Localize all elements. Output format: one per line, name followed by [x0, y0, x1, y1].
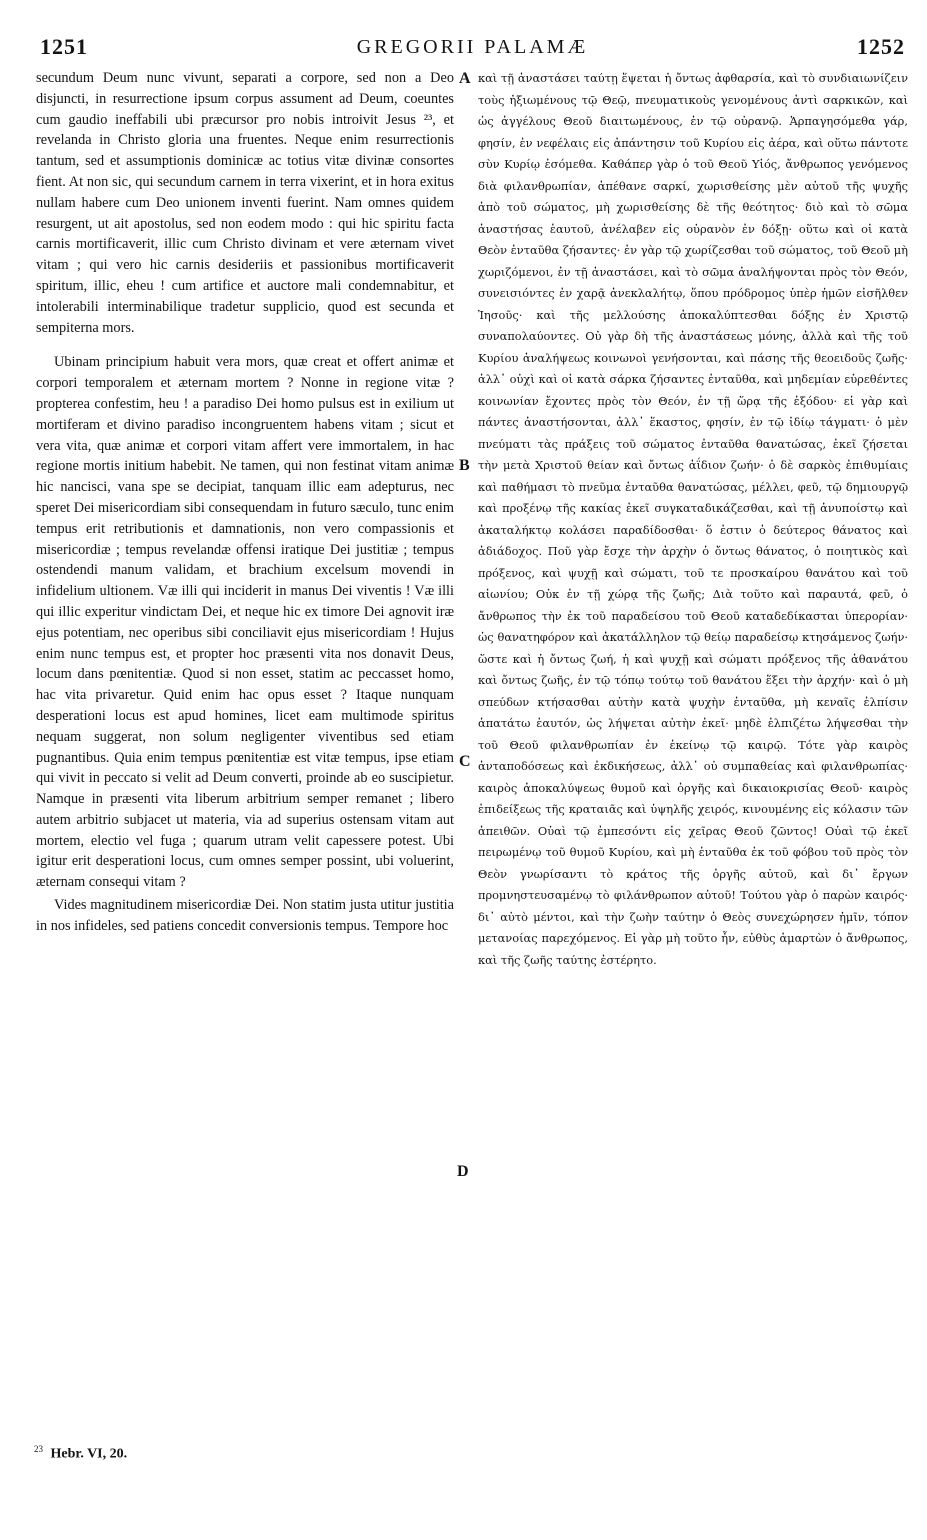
running-title: GREGORII PALAMÆ: [356, 36, 589, 58]
footnote: [34, 1444, 434, 1463]
latin-paragraph-3: Vides magnitudinem misericordiæ Dei. Non statim justa utitur justitia in nos infideles, sed patiens concedit conversionis tempus. Tempore hoc: [36, 897, 454, 934]
margin-marker-d: D: [457, 1163, 469, 1180]
latin-paragraph-1: secundum Deum nunc vivunt, separati a corpore, sed non a Deo disjuncti, in resurrectione ipsum corpus assument ad Deum, coeuntes cum gaudio ineffabili ubi præcursor pro nobis introivit Jesus ²³, et revelanda in Christo gloria una fruentes. Neque enim resurrectionis tantum, sed et assumptionis dominicæ ac totius vitæ divinæ consortes fient. At non sic, qui secundum carnem in terra vixerint, et in hora exitus nullam habere cum Deo unionem inventi fuerint. Nam omnes quidem resurgent, ut ait apostolus, sed non eodem modo : qui hic spiritu facta carnis mortificaverit, illic cum Christo divinam et vere æternam vivet vitam ; qui vero hic carnis desideriis et passionibus mortificaverit spiritum, illic, eheu ! cum artifice et auctore mali condemnabitur, et intolerabili interminabilique tradetur supplicio, quod est secunda et sempiterna mors.: [36, 70, 454, 336]
margin-marker-b: B: [459, 457, 470, 474]
page-header: [40, 34, 905, 64]
page-number-right: 1252: [857, 34, 905, 59]
page-number-left: 1251: [40, 34, 88, 59]
footnote-text: Hebr. VI, 20.: [50, 1446, 128, 1462]
greek-column: [478, 68, 908, 1488]
latin-paragraph-2: Ubinam principium habuit vera mors, quæ creat et offert animæ et corpori temporalem et æternam mortem ? Nonne in regione vitæ ? propterea confestim, heu ! a paradiso Dei homo pulsus est in exilium ut mortiferam et divino paradiso incongruentem habens vitam ; sicut et vera vita, quæ animæ et corpori vitam affert vere immortalem, in hac regione mortis initium habebit. Ne tamen, qui non festinat vitam animæ hic nancisci, vana spe se decipiat, tanquam illic eam adepturus, nec speret Dei misericordiam sibi consequendam in futuro sæculo, tunc enim tempus erit retributionis et damnationis, non vero compassionis et misericordiæ ; tempus revelandæ offensi iratique Dei justitiæ ; tempus ostendendi manum validam, et brachium excelsum movendi in infidelium ultionem. Væ illi qui inciderit in manus Dei viventis ! Væ illi qui illic experitur vindictam Dei, et neque hic ex timore Dei agnovit iræ ejus potentiam, nec operibus sibi conciliavit ejus misericordiam ! Hujus enim nunc tempus est, et propter hoc præsenti vita nos donavit Deus, locum dans pœnitentiæ. Quod si non esset, statim ac peccasset homo, hac vita privaretur. Quid enim hac opus esset ? Itaque nunquam desperationi locus est apud homines, licet eam multimode spiritus nequam suggerat, non solum negligenter viventibus sed etiam pugnantibus. Quia enim tempus pœnitentiæ est vitæ tempus, ipse etiam qui vivit in peccato si velit ad Deum converti, proinde ab eo suscipietur. Namque in præsenti vita liberum arbitrium semper remanet ; libero autem arbitrio subjacet ut materia, via ad superius ostensam vitam aut mortem, electio vel fuga ; quarum utram velit capessere potest. Ubi igitur erit desperationi locus, cum omnes semper possint, ubi voluerint, æternam consequi vitam ?: [36, 354, 454, 891]
greek-text: καὶ τῇ ἀναστάσει ταύτῃ ἕψεται ἡ ὄντως ἀφθαρσία, καὶ τὸ συνδιαιωνίζειν τοὺς ἠξιωμένους τῷ Θεῷ, πνευματικοὺς γενομένους ἀντὶ σαρκικῶν, καὶ ὡς ἀγγέλους Θεοῦ διαιτωμένους, ἐν τῷ οὐρανῷ. Ἁρπαγησόμεθα γάρ, φησίν, ἐν νεφέλαις εἰς ἀπάντησιν τοῦ Κυρίου εἰς ἀέρα, καὶ οὕτω πάντοτε σὺν Κυρίῳ ἐσόμεθα. Καθάπερ γὰρ ὁ τοῦ Θεοῦ Υἱός, ἄνθρωπος γενόμενος διὰ φιλανθρωπίαν, ἀπέθανε σαρκί, χωρισθείσης μὲν αὐτοῦ τῆς ψυχῆς ἀπὸ τοῦ σώματος, μὴ χωρισθείσης δὲ τῆς θεότητος· διὸ καὶ τὸ σῶμα ἀναστήσας ἑαυτοῦ, ἀνέλαβεν εἰς οὐρανὸν ἐν δόξῃ· οὕτω καὶ οἱ κατὰ Θεὸν ἐνταῦθα ζήσαντες· ἐν γὰρ τῷ χωρίζεσθαι τοῦ σώματος, τοῦ Θεοῦ μὴ χωριζόμενοι, ἐν τῇ ἀναστάσει, καὶ τὸ σῶμα ἀναλήψονται πρὸς τὸν Θεόν, συνεισιόντες ἐν χαρᾷ ἀνεκλαλήτῳ, ὅπου πρόδρομος ὑπὲρ ἡμῶν εἰσῆλθεν Ἰησοῦς· καὶ τῆς μελλούσης ἀποκαλύπτεσθαι δόξης ἐν Χριστῷ συναπολαύοντες. Οὐ γὰρ δὴ τῆς ἀναστάσεως μόνης, ἀλλὰ καὶ τῆς τοῦ Κυρίου ἀναλήψεως κοινωνοὶ γενήσονται, καὶ πάσης τῆς θεοειδοῦς ζωῆς· ἀλλ᾽ οὐχὶ καὶ οἱ κατὰ σάρκα ζήσαντες ἐνταῦθα, καὶ μηδεμίαν εὑρεθέντες κοινωνίαν ἔχοντες πρὸς τὸν Θεόν, ἐν τῇ ὥρᾳ τῆς ἐξόδου· εἰ γὰρ καὶ πάντες ἀναστήσονται, ἀλλ᾽ ἕκαστος, φησίν, ἐν τῷ ἰδίῳ τάγματι· ὁ μὲν πνεύματι τὰς πράξεις τοῦ σώματος ἐνταῦθα θανατώσας, ἐκεῖ ζήσεται τὴν μετὰ Χριστοῦ θείαν καὶ ὄντως ἀΐδιον ζωήν· ὁ δὲ σαρκὸς ἐπιθυμίαις καὶ παθήμασι τὸ πνεῦμα ἐνταῦθα θανατώσας, μέλλει, φεῦ, τῷ δημιουργῷ καὶ προξένῳ τῆς κακίας ἐκεῖ συγκαταδικάζεσθαι, καὶ τῇ ἀνυποίστῳ καὶ ἀκαταλήκτῳ κολάσει παραδίδοσθαι· ὅ ἐστιν ὁ δεύτερος θάνατος καὶ ἀδιάδοχος. Ποῦ γὰρ ἔσχε τὴν ἀρχὴν ὁ ὄντως θάνατος, ὁ ποιητικὸς καὶ πρόξενος, καὶ ψυχῇ καὶ σώματι, τοῦ τε προσκαίρου θανάτου καὶ τοῦ αἰωνίου; Οὐκ ἐν τῇ χώρᾳ τῆς ζωῆς; Διὰ τοῦτο καὶ παραυτά, φεῦ, ὁ ἄνθρωπος τὴν ἐκ τοῦ παραδείσου τοῦ Θεοῦ καταδεδίκασται ὑπερορίαν· ὡς θανατηφόρον καὶ ἀκατάλληλον τῷ θείῳ παραδείσῳ κτησάμενος ζωήν· ὥστε καὶ ἡ ὄντως ζωή, ἡ καὶ ψυχῇ καὶ σώματι πρόξενος τῆς ἀθανάτου καὶ ὄντως ζωῆς, ἐν τῷ τόπῳ τούτῳ τοῦ θανάτου ἕξει τὴν ἀρχήν· καὶ ὁ μὴ σπεύδων κτήσασθαι αὐτὴν κατὰ ψυχὴν ἐνταῦθα, μὴ κεναῖς ἐλπίσιν ἀπατάτω ἑαυτόν, ὡς λήψεται αὐτὴν ἐκεῖ· μηδὲ ἐλπιζέτω λήψεσθαι τὴν τοῦ Θεοῦ φιλανθρωπίαν ἐν ἐκείνῳ τῷ καιρῷ. Τότε γὰρ καιρὸς ἀνταποδόσεως καὶ ἐκδικήσεως, ἀλλ᾽ οὐ συμπαθείας καὶ φιλανθρωπίας· καιρὸς ἀποκαλύψεως θυμοῦ καὶ ὀργῆς καὶ δικαιοκρισίας Θεοῦ· καιρὸς ἐπιδείξεως τῆς κραταιᾶς καὶ ὑψηλῆς χειρός, κινουμένης εἰς κόλασιν τῶν ἀπειθῶν. Οὐαὶ τῷ ἐμπεσόντι εἰς χεῖρας Θεοῦ ζῶντος! Οὐαὶ τῷ ἐκεῖ πειρωμένῳ τοῦ θυμοῦ Κυρίου, καὶ μὴ ἐνταῦθα ἐκ τοῦ φόβου τοῦ πρὸς τὸν Θεὸν γνωρίσαντι τὸ κράτος τῆς ὀργῆς αὐτοῦ, καὶ δι᾽ ἔργων προμνηστευσαμένῳ τὸ φιλάνθρωπον αὐτοῦ! Τούτου γὰρ ὁ παρὼν καιρός· δι᾽ αὐτὸ μέντοι, καὶ τὴν ζωὴν ταύτην ὁ Θεὸς συνεχώρησεν ἡμῖν, τόπον μετανοίας παρεχόμενος. Εἰ γὰρ μὴ τοῦτο ἦν, εὐθὺς ἁμαρτὼν ὁ ἄνθρωπος, καὶ τῆς ζωῆς ταύτης ἐστέρητο.: [478, 71, 908, 967]
margin-marker-a: A: [459, 70, 471, 87]
latin-column: [36, 68, 454, 1498]
margin-marker-c: C: [459, 753, 471, 770]
footnote-number: 23: [34, 1444, 43, 1454]
